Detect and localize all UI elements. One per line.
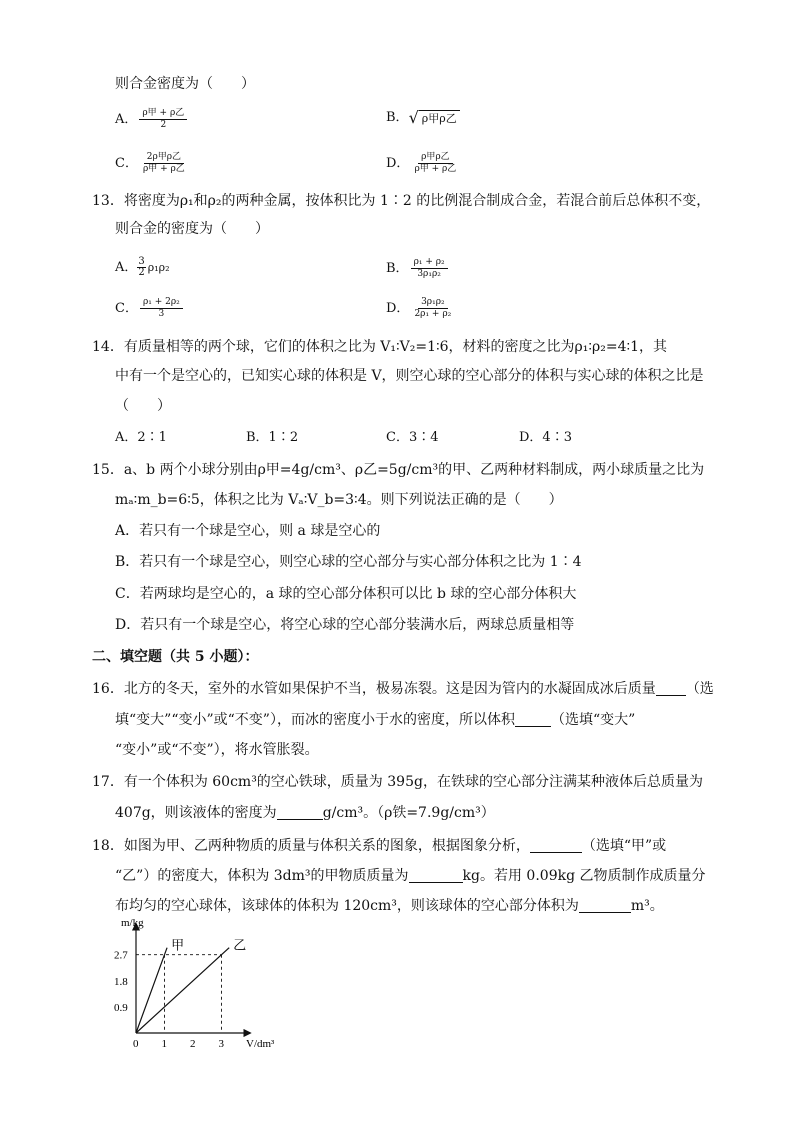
q13-line2: 则合金的密度为（ ） xyxy=(115,221,269,237)
q15-line1: 15．a、b 两个小球分别由ρ甲=4g/cm³、ρ乙=5g/cm³的甲、乙两种材料制成，两小球质量之比为 xyxy=(92,462,705,478)
q16-blank-1[interactable] xyxy=(656,681,686,696)
q12-c-denominator: ρ甲 + ρ乙 xyxy=(142,164,185,174)
q13-b-numerator: ρ₁ + ρ₂ xyxy=(411,257,448,269)
q14-option-c: C．3∶4 xyxy=(386,430,439,445)
q13-a-label: A． xyxy=(115,260,138,275)
q15-option-c: C．若两球均是空心的，a 球的空心部分体积可以比 b 球的空心部分体积大 xyxy=(115,586,577,602)
y-tick-label: 0.9 xyxy=(114,1001,128,1014)
q17-line2 xyxy=(115,803,495,823)
q15-option-b: B．若只有一个球是空心，则空心球的空心部分与实心部分体积之比为 1∶4 xyxy=(115,554,582,570)
q13-line1: 13．将密度为ρ₁和ρ₂的两种金属，按体积比为 1∶2 的比例混合制成合金，若混合前后总体积不变， xyxy=(92,193,711,209)
q16-blank-2[interactable] xyxy=(515,712,551,727)
q13-b-denominator: 3ρ₁ρ₂ xyxy=(417,269,441,279)
q13-a-coef-den: 2 xyxy=(138,267,145,278)
mass-volume-graph xyxy=(100,912,300,1062)
q17-blank[interactable] xyxy=(277,805,323,820)
series-line-1 xyxy=(136,955,165,1033)
q13-c-numerator: ρ₁ + 2ρ₂ xyxy=(140,297,183,309)
series-line-extension xyxy=(165,948,168,955)
q13-d-fraction xyxy=(411,297,454,320)
q12-d-fraction xyxy=(411,152,459,175)
q18-line1-text: 18．如图为甲、乙两种物质的质量与体积关系的图象，根据图象分析， xyxy=(92,838,530,854)
q13-c-label: C． xyxy=(115,301,138,316)
q14-option-a: A．2∶1 xyxy=(115,430,167,445)
q18-line1 xyxy=(92,836,666,856)
q12-c-fraction xyxy=(140,152,188,175)
q13-b-label: B． xyxy=(386,261,409,276)
q16-line2 xyxy=(115,710,635,730)
q18-line3-text: 布均匀的空心球体，该球体的体积为 120cm³，则该球体的空心部分体积为 xyxy=(115,898,579,914)
q16-line1-text: 16．北方的冬天，室外的水管如果保护不当，极易冻裂。这是因为管内的水凝固成冰后质量 xyxy=(92,681,656,697)
q17-line2-tail: g/cm³。（ρ铁=7.9g/cm³） xyxy=(322,805,495,821)
q12-a-denominator: 2 xyxy=(160,120,167,130)
x-tick-label: 2 xyxy=(190,1038,196,1050)
q13-a-coefficient xyxy=(137,257,145,278)
series-line-extension xyxy=(222,948,230,955)
q18-blank-1[interactable] xyxy=(530,838,582,853)
q12-a-label: A． xyxy=(115,112,138,127)
q13-option-d xyxy=(386,297,456,320)
q14-line3: （ ） xyxy=(115,398,171,414)
q12-b-sqrt: √ ρ甲ρ乙 xyxy=(409,109,460,127)
q12-option-d xyxy=(386,152,461,175)
series-line-2 xyxy=(136,955,222,1033)
q13-a-coef-num: 3 xyxy=(138,256,145,267)
q18-line2 xyxy=(115,866,706,886)
q14-option-b: B．1∶2 xyxy=(246,430,299,445)
q12-b-radicand: ρ甲ρ乙 xyxy=(419,110,460,127)
q13-option-c xyxy=(115,297,185,320)
q16-line2-text: 填“变大”“变小”或“不变”），而冰的密度小于水的密度，所以体积 xyxy=(115,712,515,728)
series-label: 甲 xyxy=(171,937,185,953)
q12-option-b xyxy=(386,108,460,128)
q18-line3-tail: m³。 xyxy=(630,898,664,914)
q13-d-label: D． xyxy=(386,301,410,316)
x-tick-label: 0 xyxy=(133,1038,139,1050)
q14-line1: 14．有质量相等的两个球，它们的体积之比为 V₁∶V₂=1∶6，材料的密度之比为ρ₁∶ρ₂=4∶1，其 xyxy=(92,339,668,355)
x-tick-label: 1 xyxy=(161,1038,167,1050)
q12-d-denominator: ρ甲 + ρ乙 xyxy=(414,164,457,174)
q16-line3: “变小”或“不变”），将水管胀裂。 xyxy=(115,742,319,758)
y-tick-label: 1.8 xyxy=(114,975,128,988)
q13-b-fraction xyxy=(411,257,448,280)
q14-option-d: D．4∶3 xyxy=(519,430,572,445)
q12-d-numerator: ρ甲ρ乙 xyxy=(418,152,453,164)
q18-blank-2[interactable] xyxy=(409,868,463,883)
q12-c-label: C． xyxy=(115,156,138,171)
q13-option-b xyxy=(386,257,450,280)
q12-b-label: B． xyxy=(386,110,409,125)
x-axis-label: V/dm³ xyxy=(246,1038,275,1050)
x-tick-label: 3 xyxy=(218,1038,224,1050)
y-tick-label: 2.7 xyxy=(114,949,128,962)
q13-d-denominator: 2ρ₁ + ρ₂ xyxy=(414,309,452,319)
q18-line2-text: “乙”）的密度大，体积为 3dm³的甲物质质量为 xyxy=(115,868,409,884)
y-axis-label: m/kg xyxy=(121,917,144,929)
q13-c-fraction xyxy=(140,297,183,320)
q13-d-numerator: 3ρ₁ρ₂ xyxy=(418,297,448,309)
q14-line2: 中有一个是空心的，已知实心球的体积是 V，则空心球的空心部分的体积与实心球的体积之比是 xyxy=(115,368,704,384)
q15-option-d: D．若只有一个球是空心，将空心球的空心部分装满水后，两球总质量相等 xyxy=(115,617,575,633)
q12-option-a xyxy=(115,108,189,131)
q12-c-numerator: 2ρ甲ρ乙 xyxy=(144,152,184,164)
q16-line1 xyxy=(92,679,714,699)
q18-line2-tail: kg。若用 0.09kg 乙物质制作成质量分 xyxy=(462,868,706,884)
q18-line1-tail: （选填“甲”或 xyxy=(581,838,667,854)
q12-d-label: D． xyxy=(386,156,410,171)
q13-a-rest: ρ₁ρ₂ xyxy=(147,261,170,274)
series-label: 乙 xyxy=(233,937,247,953)
q16-line2-tail: （选填“变大” xyxy=(550,712,636,728)
q12-a-fraction xyxy=(139,108,187,131)
q12-a-numerator: ρ甲 + ρ乙 xyxy=(139,108,187,120)
q16-line1-tail: （选 xyxy=(685,681,714,697)
q18-blank-3[interactable] xyxy=(579,898,631,913)
q15-option-a: A．若只有一个球是空心，则 a 球是空心的 xyxy=(115,523,381,539)
q13-option-a xyxy=(115,257,170,278)
q17-line2-text: 407g，则该液体的密度为 xyxy=(115,805,277,821)
q12-option-c xyxy=(115,152,190,175)
q17-line1: 17．有一个体积为 60cm³的空心铁球，质量为 395g，在铁球的空心部分注满某种液体后总质量为 xyxy=(92,774,703,790)
section-title: 二、填空题（共 5 小题）： xyxy=(92,649,259,665)
q12-tail: 则合金密度为（ ） xyxy=(115,76,255,92)
q15-line2: mₐ∶m_b=6∶5，体积之比为 Vₐ∶V_b=3∶4。则下列说法正确的是（ ） xyxy=(115,492,563,508)
q13-c-denominator: 3 xyxy=(158,309,165,319)
